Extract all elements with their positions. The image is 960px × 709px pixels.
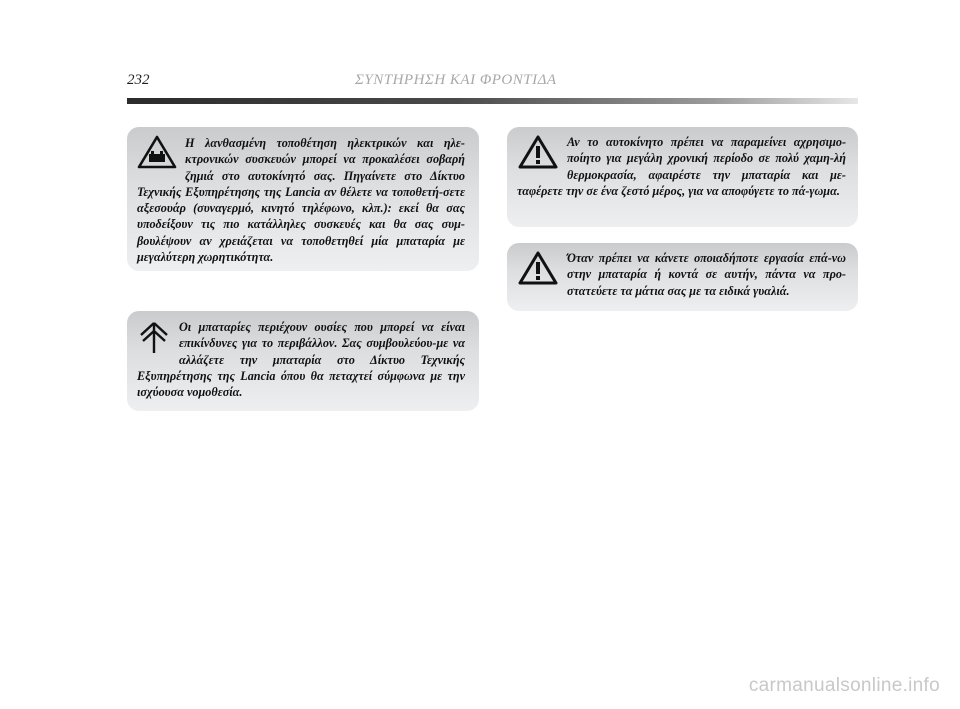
note-environment bbox=[127, 311, 479, 411]
note-long-storage bbox=[507, 127, 858, 227]
warning-triangle-icon bbox=[517, 134, 559, 174]
note-text: Αν το αυτοκίνητο πρέπει να παραμείνει αχρησιμο-ποίητο για μεγάλη χρονική περίοδο σε πολύ χαμη-λή θερμοκρασία, αφαιρέστε την μπαταρία και με-ταφέρετε την σε ένα ζεστό μέρος, για να αποφύγετε το πά-γωμα. bbox=[517, 135, 846, 198]
section-title: ΣΥΝΤΗΡΗΣΗ ΚΑΙ ΦΡΟΝΤΙΔΑ bbox=[355, 72, 557, 88]
watermark: carmanualsonline.info bbox=[748, 675, 940, 696]
note-text: Η λανθασμένη τοποθέτηση ηλεκτρικών και ηλε-κτρονικών συσκευών μπορεί να προκαλέσει σοβαρή ζημιά στο αυτοκίνητό σας. Πηγαίνετε στο Δίκτυο Τεχνικής Εξυπηρέτησης της Lancia αν θέλετε να τοποθετή-σετε αξεσουάρ (συναγερμό, κινητό τηλέφωνο, κλπ.): εκεί θα σας υποδείξουν τις πιο κατάλληλες συσκευές και θα σας συμ-βουλέψουν αν χρειάζεται να τοποθετηθεί μία μπαταρία με μεγαλύτερη χωρητικότητα. bbox=[137, 136, 465, 265]
header-rule bbox=[127, 98, 858, 104]
note-text: Όταν πρέπει να κάνετε οποιαδήποτε εργασία επά-νω στην μπαταρία ή κοντά σε αυτήν, πάντα να προ-στατεύετε τα μάτια σας με τα ειδικά γυαλιά. bbox=[567, 251, 846, 298]
note-eye-protection bbox=[507, 243, 858, 311]
note-text: Οι μπαταρίες περιέχουν ουσίες που μπορεί να είναι επικίνδυνες για το περιβάλλον. Σας συμβουλεύου-με να αλλάζετε την μπαταρία στο Δίκτυο Τεχνικής Εξυπηρέτησης της Lancia όπου θα πεταχτεί σύμφωνα με την ισχύουσα νομοθεσία. bbox=[137, 320, 465, 400]
page-number: 232 bbox=[127, 72, 150, 88]
battery-warning-icon bbox=[137, 135, 177, 173]
warning-triangle-icon bbox=[517, 250, 559, 290]
environment-icon bbox=[137, 319, 171, 359]
note-electrical-devices bbox=[127, 127, 479, 271]
